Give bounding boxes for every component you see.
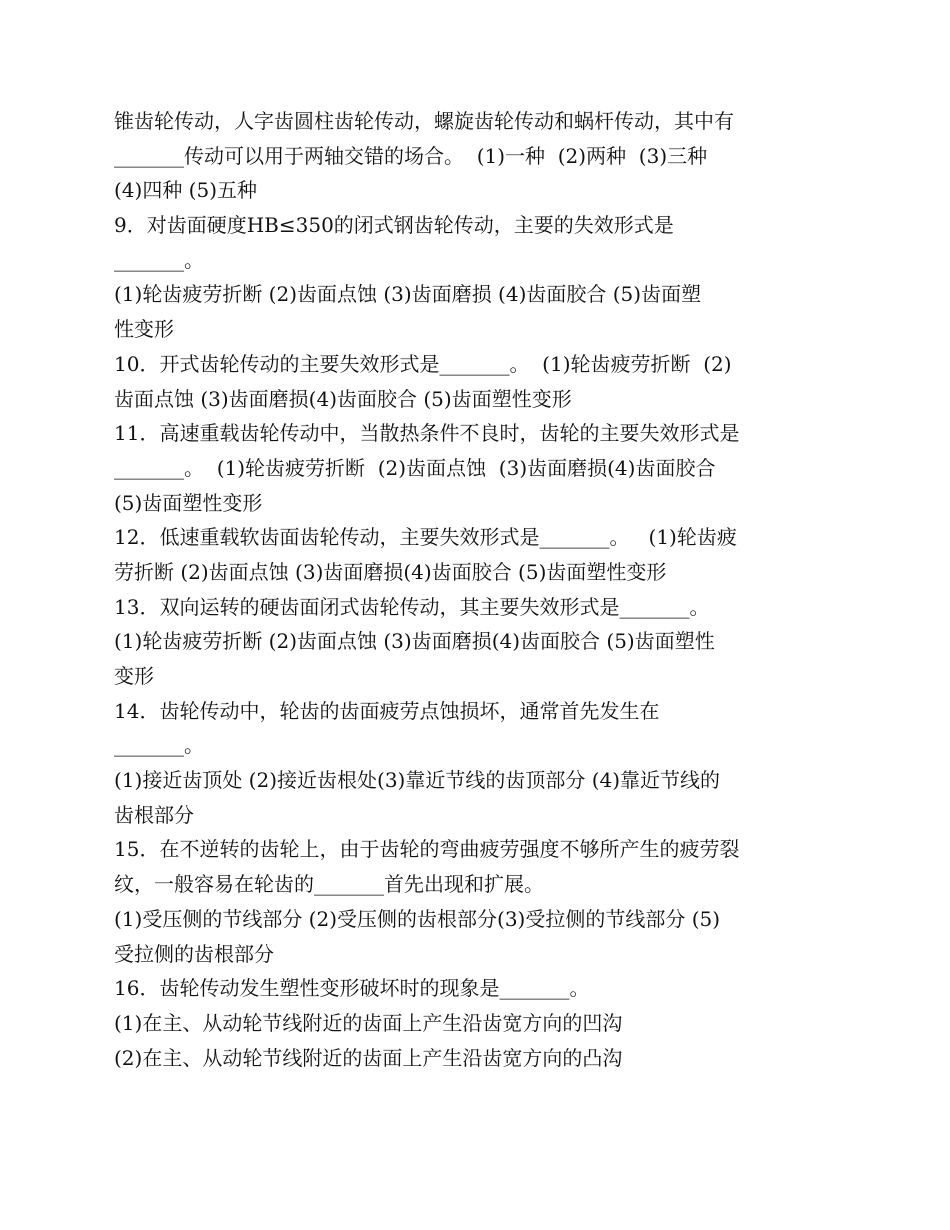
options-line: (1)受压侧的节线部分 (2)受压侧的齿根部分(3)受拉侧的节线部分 (5) <box>114 906 721 931</box>
text-line: 变形 <box>114 664 154 688</box>
text-line: _______。 <box>114 247 204 272</box>
options-line: (2)在主、从动轮节线附近的齿面上产生沿齿宽方向的凸沟 <box>114 1045 623 1070</box>
text-line: _______。 <box>114 733 204 758</box>
text-line: 齿根部分 <box>114 802 194 827</box>
options-line: (1)轮齿疲劳折断 (2)齿面点蚀 (3)齿面磨损 (4)齿面胶合 (5)齿面塑 <box>114 282 702 307</box>
text-line: (4)四种 (5)五种 <box>114 178 258 203</box>
question-10-line: 10．开式齿轮传动的主要失效形式是_______。 (1)轮齿疲劳折断 (2) <box>114 351 732 376</box>
text-line: 锥齿轮传动，人字齿圆柱齿轮传动，螺旋齿轮传动和蜗杆传动，其中有 <box>114 109 734 133</box>
question-16-line: 16．齿轮传动发生塑性变形破坏时的现象是_______。 <box>114 976 590 1001</box>
question-9-line: 9．对齿面硬度HB≤350的闭式钢齿轮传动，主要的失效形式是 <box>114 213 674 238</box>
options-line: (5)齿面塑性变形 <box>114 490 263 515</box>
question-13-line: 13．双向运转的硬齿面闭式齿轮传动，其主要失效形式是_______。 <box>114 594 710 619</box>
text-line: _______传动可以用于两轴交错的场合。 (1)一种 (2)两种 (3)三种 <box>114 143 708 168</box>
text-line: 受拉侧的齿根部分 <box>114 941 274 966</box>
options-line: (1)轮齿疲劳折断 (2)齿面点蚀 (3)齿面磨损(4)齿面胶合 (5)齿面塑性 <box>114 629 715 654</box>
question-15-line: 15．在不逆转的齿轮上，由于齿轮的弯曲疲劳强度不够所产生的疲劳裂 <box>114 837 740 862</box>
options-line: 齿面点蚀 (3)齿面磨损(4)齿面胶合 (5)齿面塑性变形 <box>114 386 572 411</box>
question-14-line: 14．齿轮传动中，轮齿的齿面疲劳点蚀损坏，通常首先发生在 <box>114 698 660 723</box>
question-11-line: 11．高速重载齿轮传动中，当散热条件不良时，齿轮的主要失效形式是 <box>114 421 740 446</box>
document-page <box>114 104 844 1075</box>
text-line: 性变形 <box>114 317 174 342</box>
options-line: (1)在主、从动轮节线附近的齿面上产生沿齿宽方向的凹沟 <box>114 1010 623 1035</box>
options-line: _______。 (1)轮齿疲劳折断 (2)齿面点蚀 (3)齿面磨损(4)齿面胶合 <box>114 455 716 480</box>
question-12-line: 12．低速重载软齿面齿轮传动，主要失效形式是_______。 (1)轮齿疲 <box>114 525 737 550</box>
text-line: 纹，一般容易在轮齿的_______首先出现和扩展。 <box>114 872 544 897</box>
options-line: 劳折断 (2)齿面点蚀 (3)齿面磨损(4)齿面胶合 (5)齿面塑性变形 <box>114 559 667 584</box>
options-line: (1)接近齿顶处 (2)接近齿根处(3)靠近节线的齿顶部分 (4)靠近节线的 <box>114 768 721 793</box>
